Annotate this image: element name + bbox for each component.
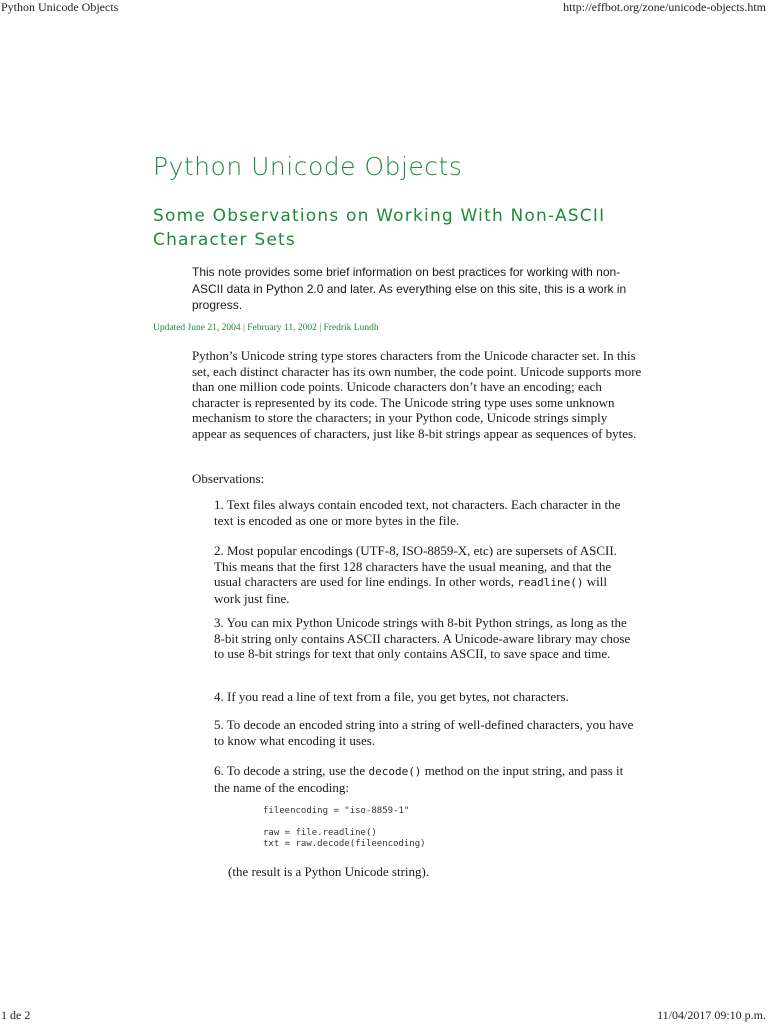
code-line: txt = raw.decode(fileencoding) <box>263 839 426 849</box>
list-item-number: 1. <box>214 497 224 512</box>
inline-code: decode() <box>368 765 422 778</box>
list-item-text: If you read a line of text from a file, you get bytes, not characters. <box>227 689 569 704</box>
list-item-text <box>214 763 623 795</box>
list-item-number: 3. <box>214 615 224 630</box>
code-line: fileencoding = "iso-8859-1" <box>263 806 410 816</box>
page-title: Python Unicode Objects <box>153 152 463 181</box>
list-item-text: To decode an encoded string into a string of well-defined characters, you have to know what encoding it uses. <box>214 717 634 748</box>
print-footer-timestamp: 11/04/2017 09:10 p.m. <box>657 1008 766 1022</box>
code-line: raw = file.readline() <box>263 828 377 838</box>
list-item-text: Text files always contain encoded text, not characters. Each character in the text is encoded as one or more bytes in the file. <box>214 497 621 528</box>
byline: Updated June 21, 2004 | February 11, 2002 | Fredrik Lundh <box>153 323 379 333</box>
list-item-text-part: To decode a string, use the <box>226 763 369 778</box>
list-item-text-part: will work just fine. <box>214 574 607 606</box>
observations-heading: Observations: <box>192 471 265 486</box>
list-item <box>214 763 634 795</box>
body-paragraph: Python’s Unicode string type stores characters from the Unicode character set. In this set, each distinct character has its own number, the code point. Unicode supports more than one million code points. Unicode characters don’t have an encoding; each character is represented by its code. The Unicode string type uses some unknown mechanism to store the characters; in your Python code, Unicode strings simply appear as sequences of characters, just like 8-bit strings appear as sequences of bytes. <box>192 348 642 441</box>
list-item-number: 4. <box>214 689 224 704</box>
list-item-number: 5. <box>214 717 224 732</box>
list-item-text <box>214 543 617 606</box>
print-footer-page-count: 1 de 2 <box>1 1008 31 1022</box>
list-item <box>214 689 634 705</box>
intro-note: This note provides some brief information on best practices for working with non-ASCII data in Python 2.0 and later. As everything else on this site, this is a work in progress. <box>192 265 627 312</box>
list-item <box>214 717 634 748</box>
list-item-text: You can mix Python Unicode strings with 8-bit Python strings, as long as the 8-bit string only contains ASCII characters. A Unicode-aware library may chose to use 8-bit strings for text that only contains ASCII, to save space and time. <box>214 615 631 662</box>
list-item-number: 6. <box>214 763 224 778</box>
list-item <box>214 497 634 528</box>
list-item-text-part: method on the input string, and pass it the name of the encoding: <box>214 763 624 795</box>
print-header-title: Python Unicode Objects <box>1 0 119 14</box>
result-note: (the result is a Python Unicode string). <box>228 864 430 879</box>
list-item <box>214 543 634 606</box>
list-item <box>214 615 634 662</box>
code-block <box>263 806 426 850</box>
print-header-url: http://effbot.org/zone/unicode-objects.htm <box>563 0 766 14</box>
page-subtitle: Some Observations on Working With Non-ASCII Character Sets <box>153 206 606 250</box>
inline-code: readline() <box>517 576 584 590</box>
list-item-text-part: Most popular encodings (UTF-8, ISO-8859-X, etc) are supersets of ASCII. This means that the first 128 characters have the usual meaning, and that the usual characters are used for line endings. In other words, <box>214 543 617 590</box>
list-item-number: 2. <box>214 543 224 558</box>
